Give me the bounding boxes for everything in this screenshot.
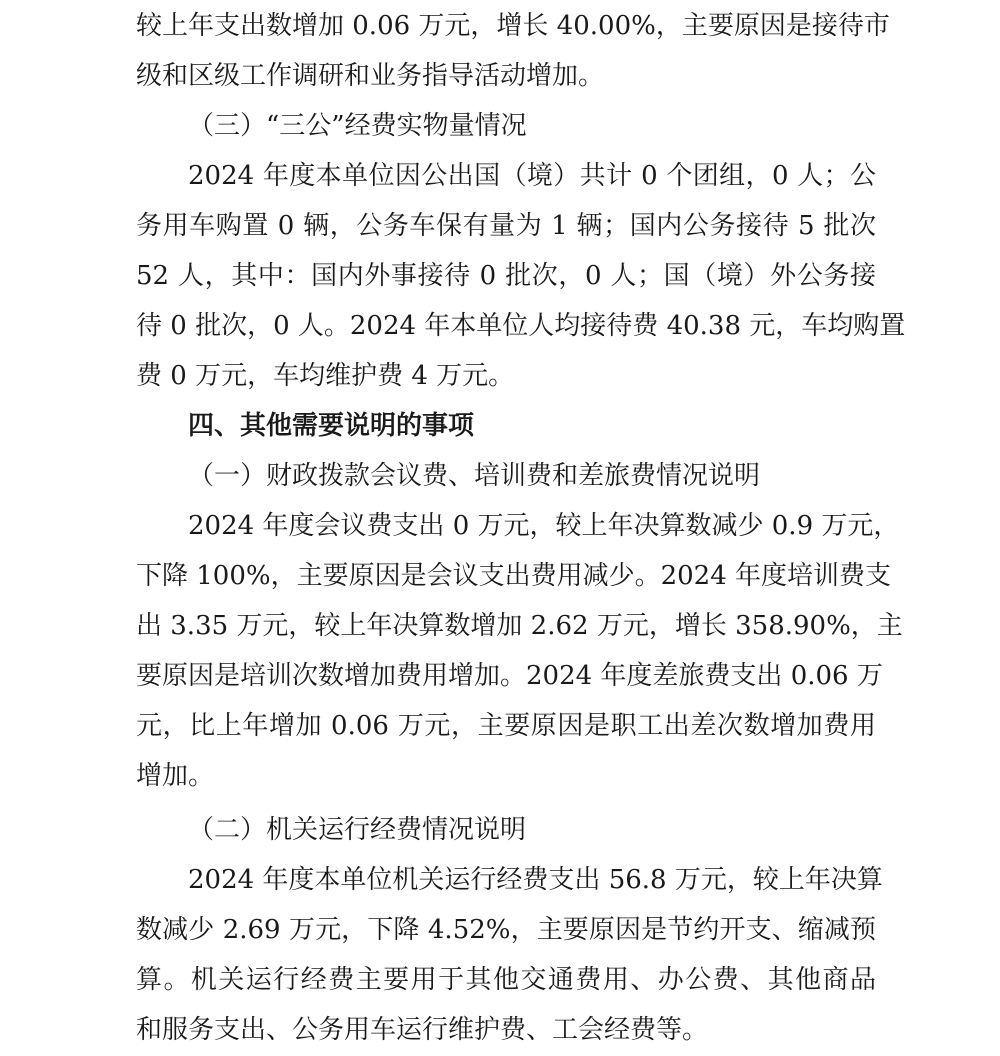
paragraph-line: 要原因是培训次数增加费用增加。2024 年度差旅费支出 0.06 万 (136, 661, 883, 691)
section-heading: 四、其他需要说明的事项 (188, 411, 475, 441)
paragraph-line: 数减少 2.69 万元，下降 4.52%，主要原因是节约开支、缩减预 (136, 915, 876, 945)
paragraph-line: 2024 年度会议费支出 0 万元，较上年决算数减少 0.9 万元， (188, 511, 900, 541)
paragraph-line: 较上年支出数增加 0.06 万元，增长 40.00%，主要原因是接待市 (136, 11, 890, 41)
paragraph-line: 务用车购置 0 辆，公务车保有量为 1 辆；国内公务接待 5 批次 (136, 211, 876, 241)
subsection-heading: （三）“三公”经费实物量情况 (188, 111, 527, 141)
paragraph-line: 出 3.35 万元，较上年决算数增加 2.62 万元，增长 358.90%，主 (136, 611, 903, 641)
paragraph-line: 下降 100%，主要原因是会议支出费用减少。2024 年度培训费支 (136, 561, 892, 591)
paragraph-line: 费 0 万元，车均维护费 4 万元。 (136, 361, 515, 391)
subsection-heading: （二）机关运行经费情况说明 (188, 815, 527, 845)
paragraph-line: 2024 年度本单位因公出国（境）共计 0 个团组，0 人；公 (188, 161, 876, 191)
paragraph-line: 元，比上年增加 0.06 万元，主要原因是职工出差次数增加费用 (136, 711, 876, 741)
paragraph-line: 2024 年度本单位机关运行经费支出 56.8 万元，较上年决算 (188, 865, 883, 895)
paragraph-line: 52 人，其中：国内外事接待 0 批次，0 人；国（境）外公务接 (136, 261, 876, 291)
paragraph-line: 算。机关运行经费主要用于其他交通费用、办公费、其他商品 (136, 965, 876, 995)
paragraph-line: 和服务支出、公务用车运行维护费、工会经费等。 (136, 1015, 709, 1045)
paragraph-line: 待 0 批次，0 人。2024 年本单位人均接待费 40.38 元，车均购置 (136, 311, 906, 341)
paragraph-line: 级和区级工作调研和业务指导活动增加。 (136, 61, 605, 91)
paragraph-line: 增加。 (136, 761, 215, 791)
subsection-heading: （一）财政拨款会议费、培训费和差旅费情况说明 (188, 461, 761, 491)
